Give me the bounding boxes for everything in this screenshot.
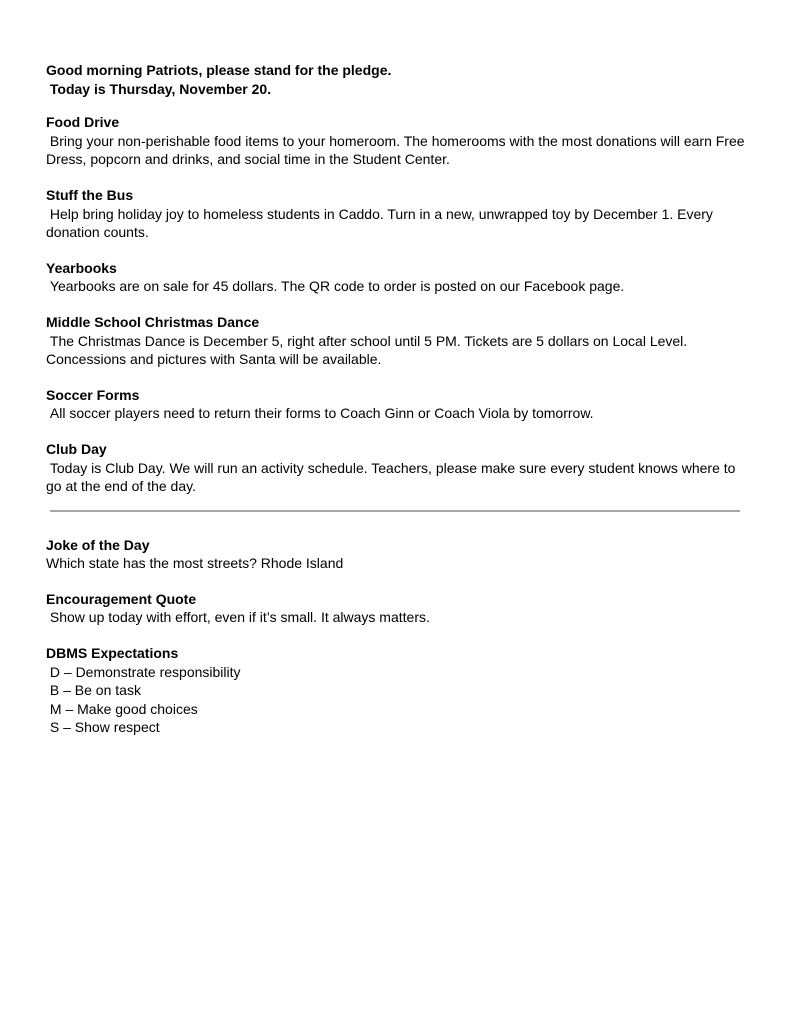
list-item: B – Be on task bbox=[46, 682, 141, 699]
section-title: Encouragement Quote bbox=[46, 590, 197, 607]
section-title: Yearbooks bbox=[46, 259, 117, 276]
section-title: DBMS Expectations bbox=[46, 645, 179, 662]
greeting bbox=[46, 61, 746, 98]
announcement-soccer-forms bbox=[46, 386, 746, 423]
greeting-line-2: Today is Thursday, November 20. bbox=[46, 80, 272, 97]
announcement-christmas-dance bbox=[46, 313, 746, 369]
list-item: M – Make good choices bbox=[46, 700, 198, 717]
greeting-line-1: Good morning Patriots, please stand for the pledge. bbox=[46, 62, 392, 78]
section-body: The Christmas Dance is December 5, right after school until 5 PM. Tickets are 5 dollars on Local Level. Concessions and pictures with Santa will be available. bbox=[46, 332, 692, 368]
announcement-stuff-the-bus bbox=[46, 186, 746, 242]
document-page bbox=[46, 61, 749, 754]
section-body: Yearbooks are on sale for 45 dollars. The QR code to order is posted on our Facebook page. bbox=[46, 278, 625, 295]
horizontal-divider bbox=[50, 510, 740, 512]
section-body: All soccer players need to return their forms to Coach Ginn or Coach Viola by tomorrow. bbox=[46, 405, 594, 422]
expectations-list bbox=[46, 663, 746, 737]
list-item: D – Demonstrate responsibility bbox=[46, 663, 241, 680]
announcement-yearbooks bbox=[46, 259, 746, 296]
section-title: Middle School Christmas Dance bbox=[46, 313, 260, 330]
announcement-food-drive bbox=[46, 113, 749, 169]
announcement-club-day bbox=[46, 440, 746, 496]
section-body: Help bring holiday joy to homeless students in Caddo. Turn in a new, unwrapped toy by December 1. Every donation counts. bbox=[46, 205, 717, 241]
section-title: Soccer Forms bbox=[46, 386, 140, 403]
joke-of-the-day bbox=[46, 536, 746, 573]
section-title: Club Day bbox=[46, 440, 107, 457]
section-body: Bring your non-perishable food items to your homeroom. The homerooms with the most donations will earn Free Dress, popcorn and drinks, and social time in the Student Center. bbox=[46, 132, 749, 168]
section-title: Stuff the Bus bbox=[46, 186, 134, 203]
section-title: Food Drive bbox=[46, 114, 120, 131]
dbms-expectations bbox=[46, 644, 746, 737]
section-body: Which state has the most streets? Rhode Island bbox=[46, 555, 344, 572]
section-title: Joke of the Day bbox=[46, 536, 150, 553]
encouragement-quote bbox=[46, 590, 746, 627]
list-item: S – Show respect bbox=[46, 719, 160, 736]
section-body: Today is Club Day. We will run an activity schedule. Teachers, please make sure every student knows where to go at the end of the day. bbox=[46, 459, 740, 495]
section-body: Show up today with effort, even if it’s small. It always matters. bbox=[46, 609, 430, 626]
